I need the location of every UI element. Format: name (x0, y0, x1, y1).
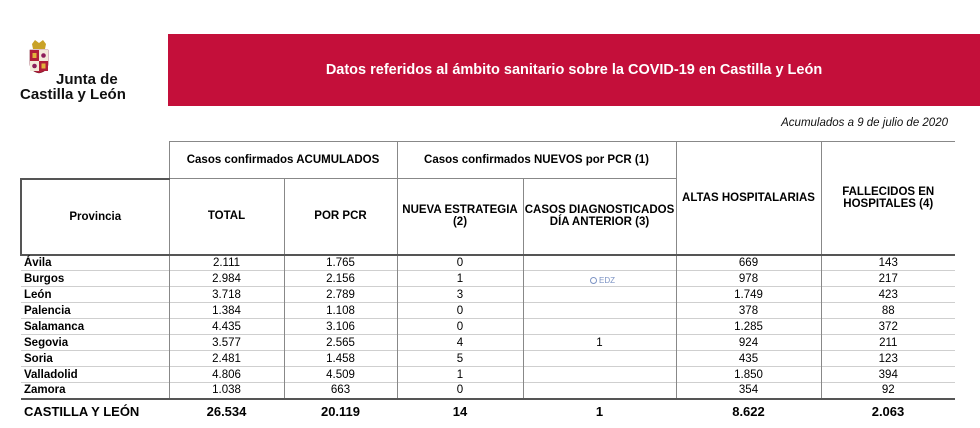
covid-data-table (20, 141, 955, 423)
table-row (21, 271, 955, 287)
cell-fallecidos: 211 (821, 335, 955, 351)
date-note: Acumulados a 9 de julio de 2020 (781, 117, 948, 129)
cell-provincia: Soria (21, 351, 169, 367)
cell-fallecidos: 423 (821, 287, 955, 303)
cell-fallecidos: 143 (821, 255, 955, 271)
cell-provincia: Zamora (21, 383, 169, 399)
cell-fallecidos: 123 (821, 351, 955, 367)
total-diag: 1 (523, 399, 676, 423)
cell-fallecidos: 372 (821, 319, 955, 335)
cell-provincia: Palencia (21, 303, 169, 319)
cell-total: 1.038 (169, 383, 284, 399)
cell-total: 2.984 (169, 271, 284, 287)
cell-fallecidos: 394 (821, 367, 955, 383)
header-total: TOTAL (169, 179, 284, 255)
cell-fallecidos: 92 (821, 383, 955, 399)
cell-diag (523, 383, 676, 399)
cell-altas: 669 (676, 255, 821, 271)
total-fallecidos: 2.063 (821, 399, 955, 423)
cell-nueva: 1 (397, 271, 523, 287)
table-row (21, 303, 955, 319)
cell-altas: 1.749 (676, 287, 821, 303)
cell-nueva: 1 (397, 367, 523, 383)
junta-logo (20, 38, 140, 108)
header-nueva-estrategia: NUEVA ESTRATEGIA (2) (397, 179, 523, 255)
total-por-pcr: 20.119 (284, 399, 397, 423)
cell-nueva: 5 (397, 351, 523, 367)
cell-altas: 435 (676, 351, 821, 367)
cell-total: 1.384 (169, 303, 284, 319)
total-provincia: CASTILLA Y LEÓN (21, 399, 169, 423)
watermark-text: EDZ (599, 276, 615, 285)
total-row (21, 399, 955, 423)
cell-provincia: Salamanca (21, 319, 169, 335)
cell-provincia: Segovia (21, 335, 169, 351)
cell-por-pcr: 2.789 (284, 287, 397, 303)
cell-diag (523, 319, 676, 335)
org-name (20, 72, 126, 102)
cell-nueva: 3 (397, 287, 523, 303)
header-por-pcr: POR PCR (284, 179, 397, 255)
cell-altas: 978 (676, 271, 821, 287)
cell-total: 2.481 (169, 351, 284, 367)
cell-por-pcr: 2.156 (284, 271, 397, 287)
cell-total: 4.435 (169, 319, 284, 335)
watermark-ring-icon (590, 277, 597, 284)
table-row (21, 319, 955, 335)
cell-diag: 1 (523, 335, 676, 351)
table-row (21, 335, 955, 351)
table-row (21, 367, 955, 383)
cell-provincia: Burgos (21, 271, 169, 287)
header-fallecidos: FALLECIDOS EN HOSPITALES (4) (821, 142, 955, 255)
table-row (21, 287, 955, 303)
org-name-line2: Castilla y León (20, 86, 126, 103)
header-altas: ALTAS HOSPITALARIAS (676, 142, 821, 255)
header-casos-diagnosticados: CASOS DIAGNOSTICADOS DÍA ANTERIOR (3) (523, 179, 676, 255)
cell-altas: 378 (676, 303, 821, 319)
cell-nueva: 0 (397, 303, 523, 319)
cell-altas: 1.850 (676, 367, 821, 383)
cell-fallecidos: 88 (821, 303, 955, 319)
title-banner (168, 34, 980, 106)
cell-altas: 354 (676, 383, 821, 399)
header-acumulados: Casos confirmados ACUMULADOS (169, 142, 397, 179)
banner-title: Datos referidos al ámbito sanitario sobre la COVID-19 en Castilla y León (325, 62, 823, 78)
cell-por-pcr: 4.509 (284, 367, 397, 383)
cell-por-pcr: 663 (284, 383, 397, 399)
cell-diag (523, 255, 676, 271)
cell-por-pcr: 3.106 (284, 319, 397, 335)
cell-total: 3.718 (169, 287, 284, 303)
cell-nueva: 0 (397, 255, 523, 271)
table-row (21, 383, 955, 399)
cell-diag (523, 351, 676, 367)
cell-total: 4.806 (169, 367, 284, 383)
header-empty-cell (21, 142, 169, 179)
org-name-line1: Junta de (56, 71, 118, 88)
cell-diag (523, 367, 676, 383)
watermark (590, 276, 615, 285)
total-total: 26.534 (169, 399, 284, 423)
total-altas: 8.622 (676, 399, 821, 423)
cell-diag (523, 287, 676, 303)
cell-altas: 924 (676, 335, 821, 351)
cell-nueva: 0 (397, 383, 523, 399)
total-nueva: 14 (397, 399, 523, 423)
cell-diag (523, 303, 676, 319)
cell-por-pcr: 1.108 (284, 303, 397, 319)
cell-total: 3.577 (169, 335, 284, 351)
cell-por-pcr: 2.565 (284, 335, 397, 351)
header-nuevos: Casos confirmados NUEVOS por PCR (1) (397, 142, 676, 179)
cell-por-pcr: 1.458 (284, 351, 397, 367)
table-row (21, 255, 955, 271)
cell-altas: 1.285 (676, 319, 821, 335)
cell-provincia: Ávila (21, 255, 169, 271)
cell-nueva: 0 (397, 319, 523, 335)
header-provincia: Provincia (21, 179, 169, 255)
cell-nueva: 4 (397, 335, 523, 351)
cell-total: 2.111 (169, 255, 284, 271)
table-row (21, 351, 955, 367)
cell-provincia: León (21, 287, 169, 303)
cell-por-pcr: 1.765 (284, 255, 397, 271)
cell-fallecidos: 217 (821, 271, 955, 287)
cell-provincia: Valladolid (21, 367, 169, 383)
